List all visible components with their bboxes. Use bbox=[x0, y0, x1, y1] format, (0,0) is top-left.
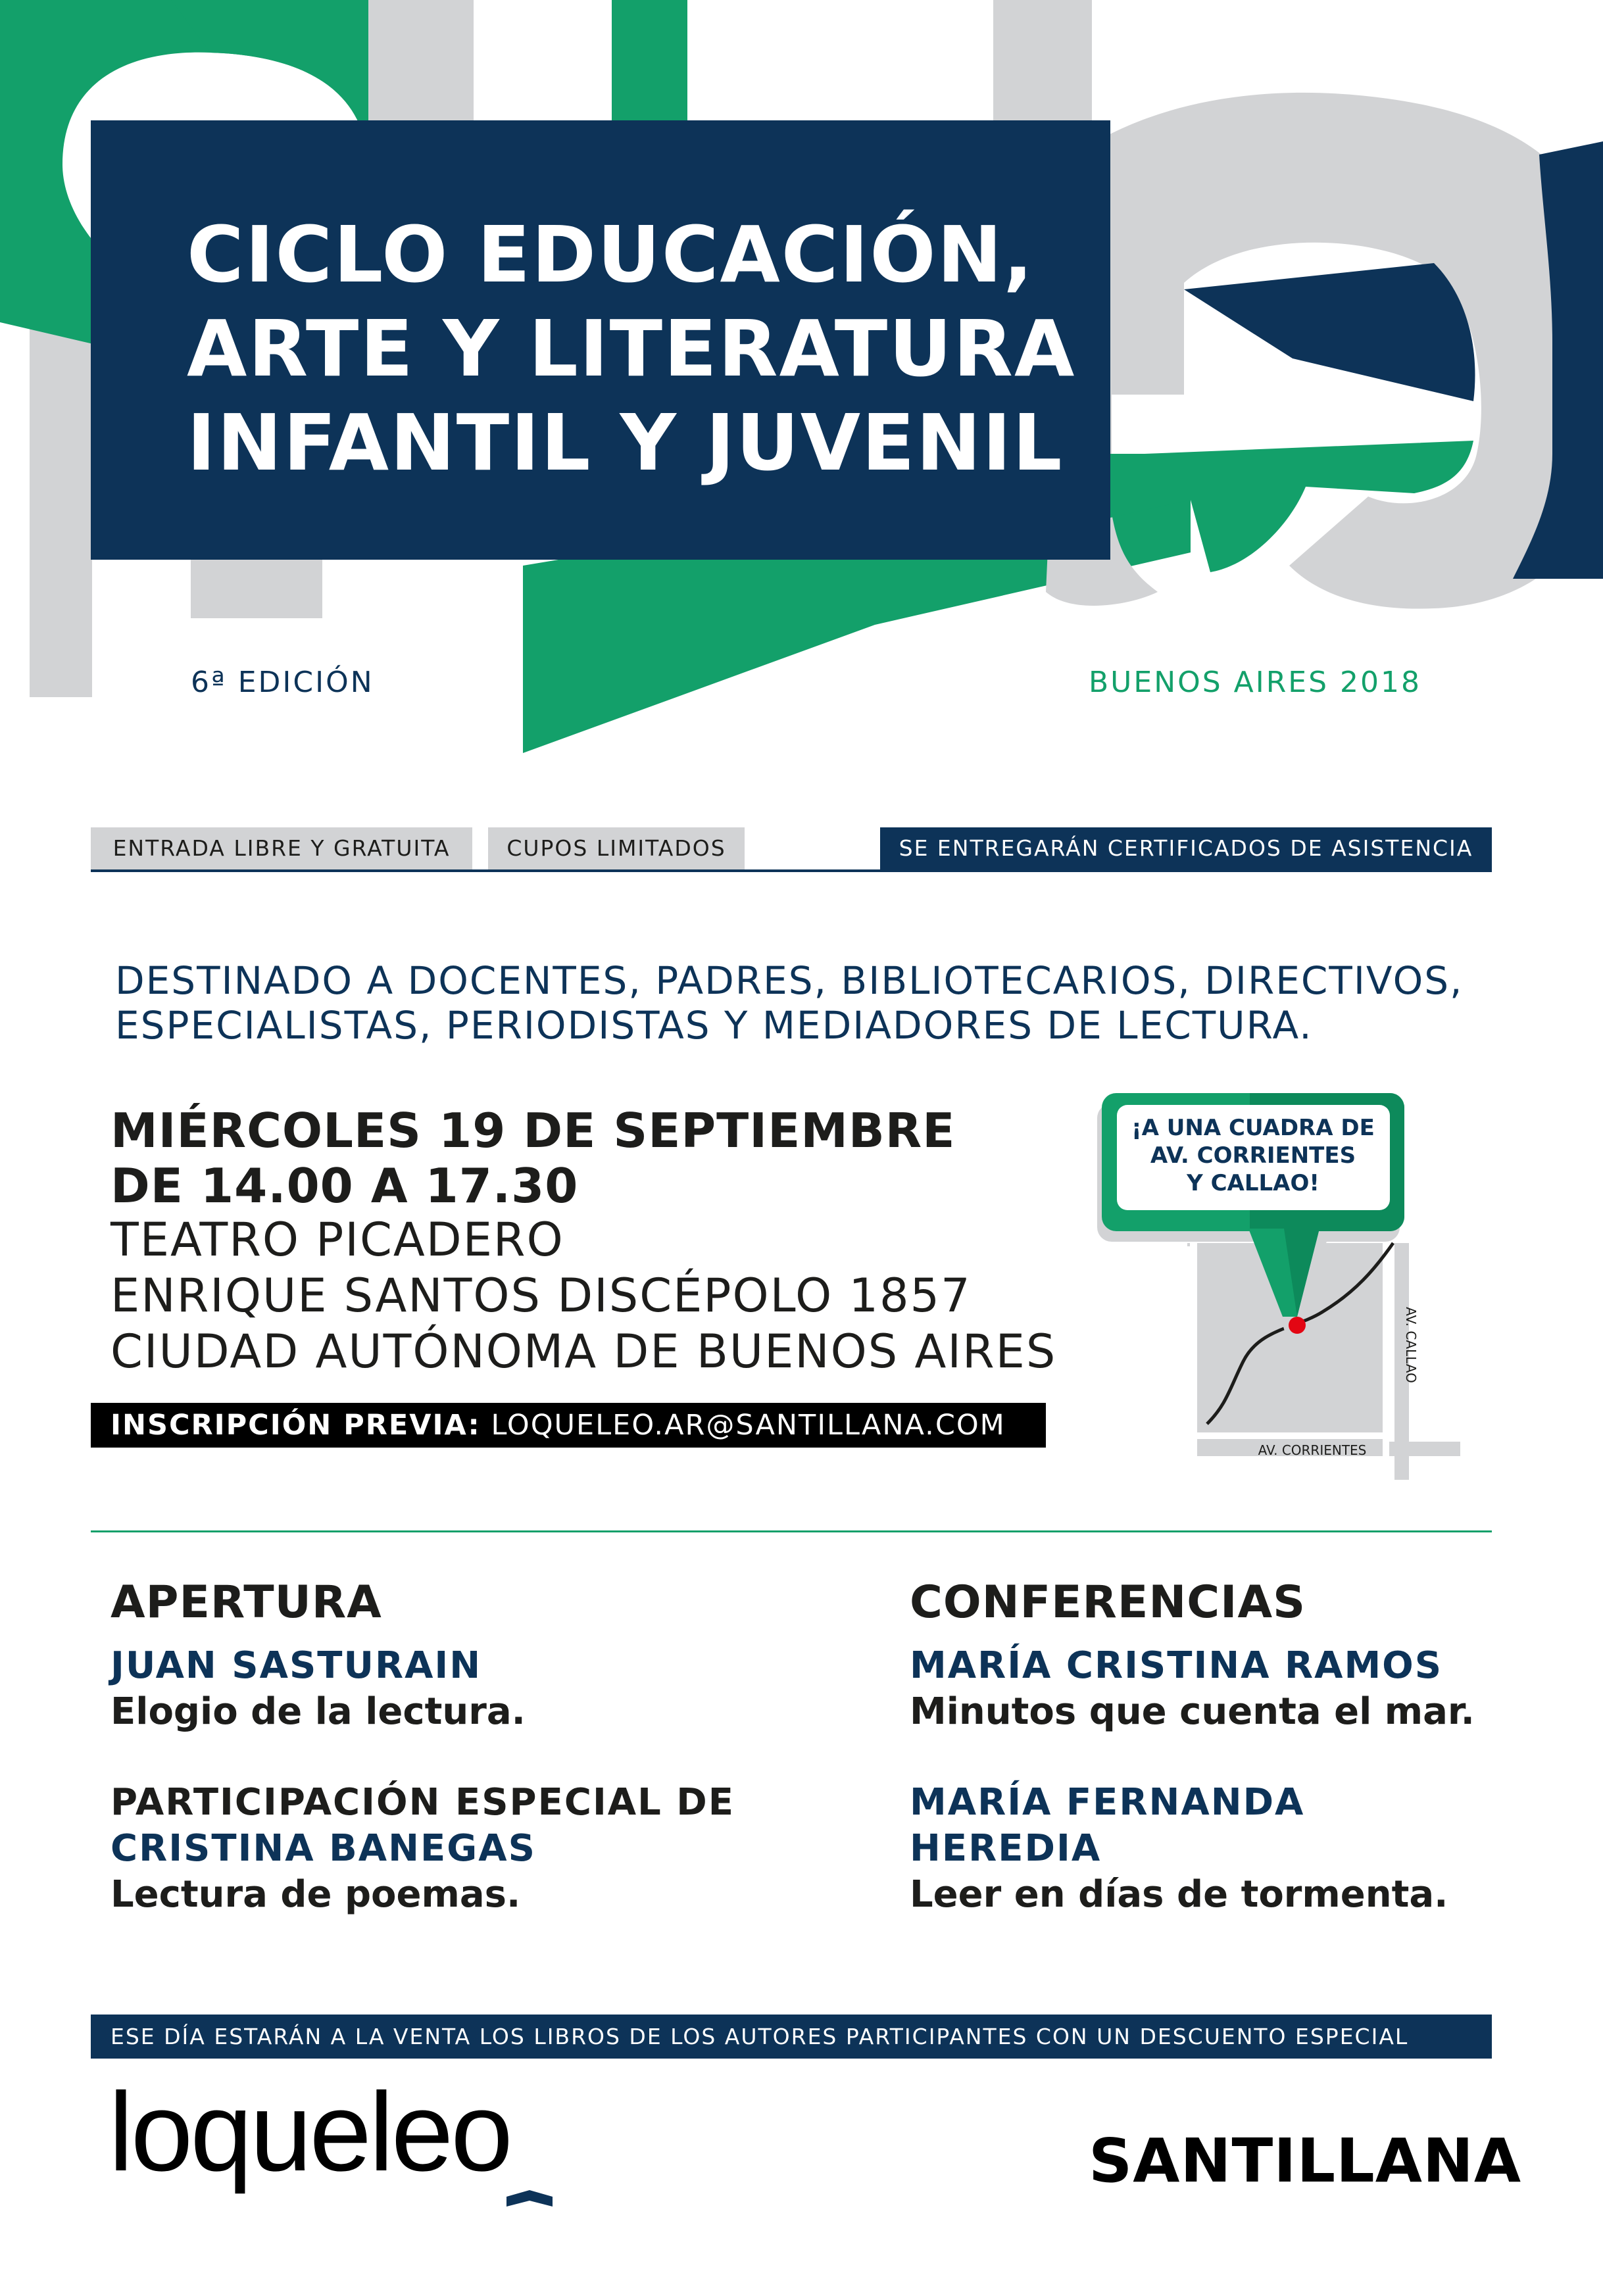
location-map bbox=[1079, 1085, 1473, 1493]
conference-talk-2: Leer en días de tormenta. bbox=[910, 1873, 1448, 1916]
title-line-3: INFANTIL Y JUVENIL bbox=[187, 397, 1064, 488]
tag-limited-seats: CUPOS LIMITADOS bbox=[488, 827, 745, 869]
label-callao: AV. CALLAO bbox=[1403, 1307, 1419, 1383]
registration-email[interactable]: LOQUELEO.AR@SANTILLANA.COM bbox=[491, 1409, 1006, 1442]
special-talk: Lectura de poemas. bbox=[111, 1873, 521, 1916]
santillana-logo: SANTILLANA bbox=[1089, 2126, 1522, 2196]
opening-heading: APERTURA bbox=[111, 1576, 382, 1628]
tag-certificates: SE ENTREGARÁN CERTIFICADOS DE ASISTENCIA bbox=[880, 827, 1492, 869]
location-year-label: BUENOS AIRES 2018 bbox=[1089, 666, 1421, 699]
opening-talk: Elogio de la lectura. bbox=[111, 1690, 526, 1733]
book-icon bbox=[506, 2190, 553, 2207]
sale-note: ESE DÍA ESTARÁN A LA VENTA LOS LIBROS DE LOS AUTORES PARTICIPANTES CON UN DESCUENTO ESPECIAL bbox=[111, 2024, 1409, 2049]
title-line-1: CICLO EDUCACIÓN, bbox=[187, 209, 1035, 300]
special-heading: PARTICIPACIÓN ESPECIAL DE bbox=[111, 1781, 735, 1824]
special-speaker: CRISTINA BANEGAS bbox=[111, 1827, 536, 1870]
section-divider bbox=[91, 1530, 1492, 1532]
label-corrientes: AV. CORRIENTES bbox=[1258, 1442, 1367, 1458]
registration-label: INSCRIPCIÓN PREVIA: bbox=[111, 1409, 481, 1442]
opening-speaker: JUAN SASTURAIN bbox=[111, 1644, 482, 1687]
sale-note-bar bbox=[91, 2015, 1492, 2059]
title-line-2: ARTE Y LITERATURA bbox=[187, 303, 1076, 394]
edition-label: 6ª EDICIÓN bbox=[191, 666, 374, 699]
registration-bar bbox=[91, 1403, 1046, 1448]
loqueleo-logo-text: loqueleo bbox=[109, 2085, 510, 2195]
callout-line-1: ¡A UNA CUADRA DE bbox=[1131, 1115, 1375, 1141]
event-venue: TEATRO PICADERO bbox=[111, 1213, 564, 1267]
location-pin-icon bbox=[1289, 1317, 1306, 1334]
conferences-heading: CONFERENCIAS bbox=[910, 1576, 1306, 1628]
audience-line-2: ESPECIALISTAS, PERIODISTAS Y MEDIADORES DE LECTURA. bbox=[115, 1003, 1313, 1048]
title-box bbox=[91, 120, 1110, 560]
conference-speaker-2-line-2: HEREDIA bbox=[910, 1827, 1102, 1870]
event-date: MIÉRCOLES 19 DE SEPTIEMBRE bbox=[111, 1103, 956, 1158]
event-address: ENRIQUE SANTOS DISCÉPOLO 1857 bbox=[111, 1269, 972, 1323]
conference-talk-1: Minutos que cuenta el mar. bbox=[910, 1690, 1475, 1733]
callout-line-2: AV. CORRIENTES bbox=[1150, 1142, 1356, 1169]
tag-free-entry: ENTRADA LIBRE Y GRATUITA bbox=[91, 827, 472, 869]
event-time: DE 14.00 A 17.30 bbox=[111, 1158, 579, 1213]
conference-speaker-1: MARÍA CRISTINA RAMOS bbox=[910, 1644, 1443, 1687]
event-city: CIUDAD AUTÓNOMA DE BUENOS AIRES bbox=[111, 1325, 1057, 1379]
callout-line-3: Y CALLAO! bbox=[1187, 1170, 1319, 1196]
conference-speaker-2-line-1: MARÍA FERNANDA bbox=[910, 1781, 1305, 1824]
tag-rule bbox=[91, 869, 1492, 872]
audience-line-1: DESTINADO A DOCENTES, PADRES, BIBLIOTECARIOS, DIRECTIVOS, bbox=[115, 958, 1464, 1003]
loqueleo-logo bbox=[109, 2085, 595, 2216]
